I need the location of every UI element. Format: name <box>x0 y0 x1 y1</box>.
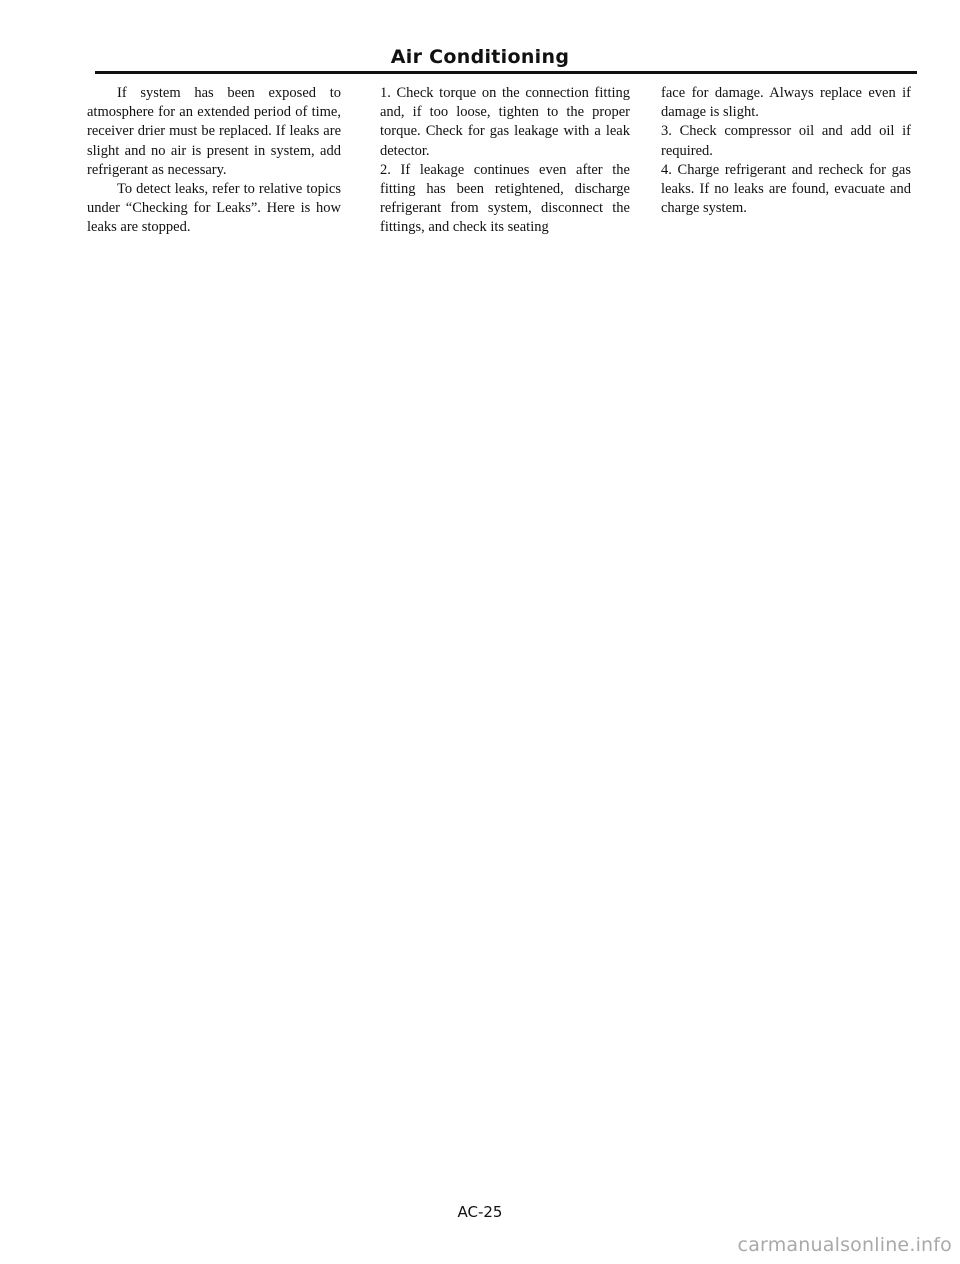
paragraph-continuation: face for damage. Always replace even if damage is slight. <box>661 85 911 121</box>
page-number: AC-25 <box>457 1203 503 1221</box>
text-column-middle <box>380 84 630 238</box>
numbered-step: 1. Check torque on the connection fitting and, if too loose, tighten to the proper torque. Check for gas leakage with a leak detector. <box>380 85 630 159</box>
paragraph: If system has been exposed to atmosphere for an extended period of time, receiver drier must be replaced. If leaks are slight and no air is present in system, add refrigerant as necessary. <box>87 85 341 178</box>
numbered-step: 4. Charge refrigerant and recheck for gas leaks. If no leaks are found, evacuate and charge system. <box>661 161 911 217</box>
paragraph: To detect leaks, refer to relative topics under “Checking for Leaks”. Here is how leaks are stopped. <box>87 181 341 236</box>
header-rule <box>95 71 917 74</box>
watermark: carmanualsonline.info <box>737 1234 952 1256</box>
numbered-step: 2. If leakage continues even after the fitting has been retightened, discharge refrigerant from system, disconnect the fittings, and check its seating <box>380 161 630 236</box>
text-column-right <box>661 84 911 218</box>
page-title: Air Conditioning <box>390 46 570 68</box>
numbered-step: 3. Check compressor oil and add oil if required. <box>661 123 911 159</box>
text-column-left <box>87 84 341 238</box>
